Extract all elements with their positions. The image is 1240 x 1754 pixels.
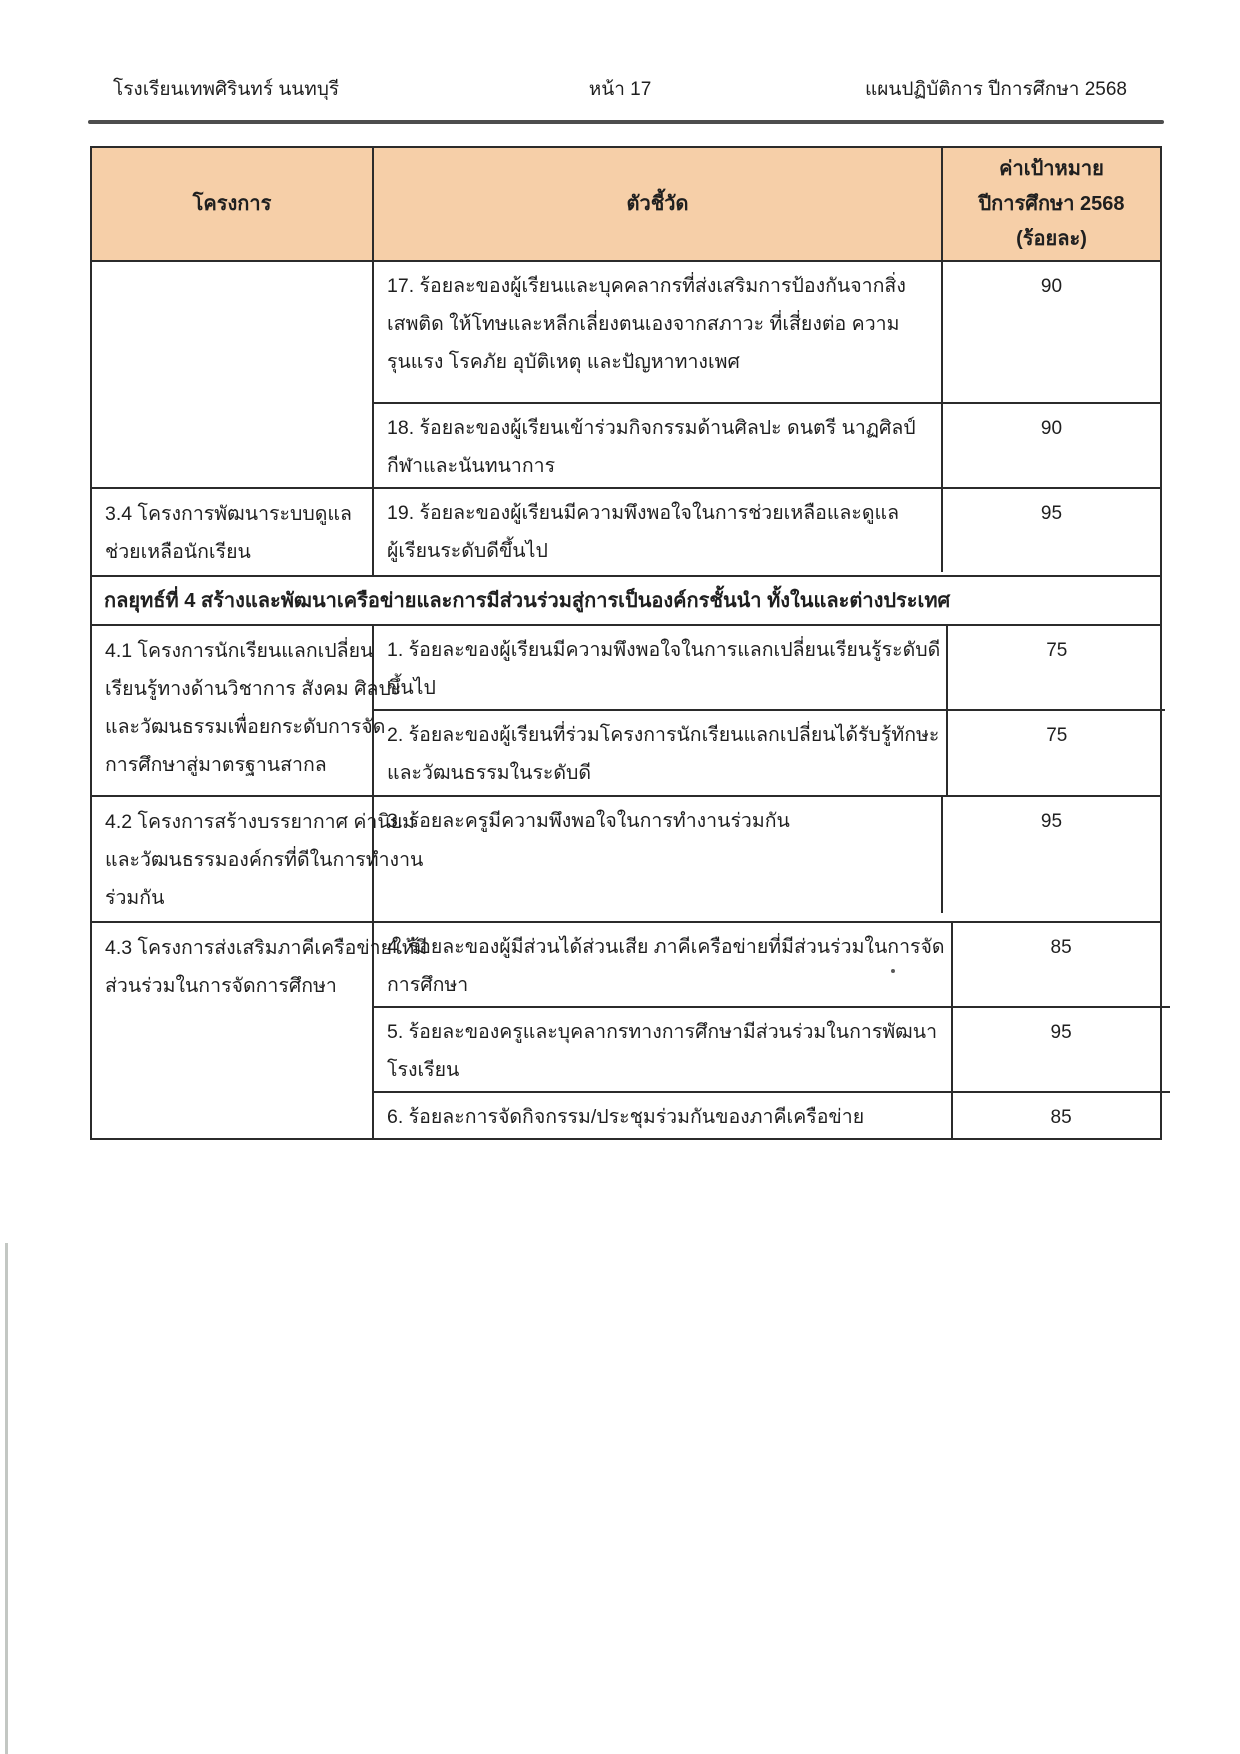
indicator-row — [374, 626, 1165, 711]
targets-table — [90, 146, 1162, 1140]
table-row-group — [92, 262, 1160, 489]
indicator-column — [374, 923, 1170, 1138]
header-divider-rule — [88, 120, 1164, 124]
table-row-group — [92, 489, 1160, 577]
column-header-target — [941, 148, 1160, 260]
indicator-row — [374, 797, 1160, 913]
project-cell — [92, 626, 402, 795]
indicator-text-line: เสพติด ให้โทษและหลีกเลี่ยงตนเองจากสภาวะ ที่เสี่ยงต่อ ความ — [387, 313, 900, 335]
indicator-cell — [374, 262, 941, 402]
table-row-group — [92, 923, 1160, 1138]
target-value: 85 — [951, 923, 1170, 1006]
project-text-line: การศึกษาสู่มาตรฐานสากล — [105, 754, 327, 776]
indicator-text-line: ขึ้นไป — [387, 677, 436, 699]
indicator-cell — [374, 711, 946, 795]
indicator-cell — [374, 797, 941, 913]
indicator-cell — [374, 1008, 951, 1091]
project-text-line: และวัฒนธรรมเพื่อยกระดับการจัด — [105, 716, 386, 738]
indicator-row — [374, 489, 1160, 572]
project-text-line: และวัฒนธรรมองค์กรที่ดีในการทำงาน — [105, 849, 424, 871]
target-value: 90 — [941, 262, 1160, 402]
indicator-row — [374, 404, 1160, 487]
column-header-project: โครงการ — [92, 148, 374, 260]
indicator-text-line: โรงเรียน — [387, 1059, 460, 1081]
indicator-text-line: ผู้เรียนระดับดีขึ้นไป — [387, 540, 548, 562]
indicator-text-line: 3. ร้อยละครูมีความพึงพอใจในการทำงานร่วมกัน — [387, 810, 790, 832]
indicator-text-line: 18. ร้อยละของผู้เรียนเข้าร่วมกิจกรรมด้านศิลปะ ดนตรี นาฏศิลป์ — [387, 417, 916, 439]
indicator-column — [374, 797, 1160, 921]
project-text-line: 4.3 โครงการส่งเสริมภาคีเครือข่ายให้มี — [105, 937, 428, 959]
strategy-row: กลยุทธ์ที่ 4 สร้างและพัฒนาเครือข่ายและการมีส่วนร่วมสู่การเป็นองค์กรชั้นนำ ทั้งในและต่างประเทศ — [92, 577, 1160, 626]
project-text-line: ส่วนร่วมในการจัดการศึกษา — [105, 975, 337, 997]
indicator-column — [374, 489, 1160, 575]
target-value: 75 — [946, 626, 1165, 709]
column-header-target-line: ค่าเป้าหมาย — [999, 157, 1104, 180]
page-number: หน้า 17 — [588, 79, 652, 100]
scan-edge-artifact — [5, 1243, 8, 1754]
indicator-cell — [374, 923, 951, 1006]
indicator-cell — [374, 1093, 951, 1138]
project-text-line: 4.2 โครงการสร้างบรรยากาศ ค่านิยม — [105, 811, 415, 833]
document-title: แผนปฏิบัติการ ปีการศึกษา 2568 — [865, 79, 1127, 100]
table-body — [92, 262, 1160, 1138]
project-text-line: 4.1 โครงการนักเรียนแลกเปลี่ยน — [105, 640, 374, 662]
target-value: 95 — [941, 797, 1160, 913]
indicator-cell — [374, 404, 941, 487]
table-row-group — [92, 626, 1160, 797]
indicator-cell — [374, 489, 941, 572]
target-value: 75 — [946, 711, 1165, 795]
target-value: 95 — [951, 1008, 1170, 1091]
column-header-target-line: ปีการศึกษา 2568 — [978, 192, 1125, 215]
indicator-text-line: 17. ร้อยละของผู้เรียนและบุคคลากรที่ส่งเสริมการป้องกันจากสิ่ง — [387, 275, 906, 297]
column-header-indicator: ตัวชี้วัด — [626, 193, 689, 215]
indicator-row — [374, 262, 1160, 404]
indicator-row — [374, 1008, 1170, 1093]
column-header-target-line: (ร้อยละ) — [1016, 227, 1087, 250]
project-text-line: ช่วยเหลือนักเรียน — [105, 541, 251, 563]
indicator-text-line: 6. ร้อยละการจัดกิจกรรม/ประชุมร่วมกันของภาคีเครือข่าย — [387, 1106, 865, 1128]
indicator-text-line: รุนแรง โรคภัย อุบัติเหตุ และปัญหาทางเพศ — [387, 351, 740, 373]
indicator-text-line: 1. ร้อยละของผู้เรียนมีความพึงพอใจในการแลกเปลี่ยนเรียนรู้ระดับดี — [387, 639, 941, 661]
project-cell — [92, 489, 374, 575]
project-text-line: ร่วมกัน — [105, 887, 165, 909]
project-cell — [92, 797, 424, 921]
indicator-text-line: 5. ร้อยละของครูและบุคลากรทางการศึกษามีส่วนร่วมในการพัฒนา — [387, 1021, 938, 1043]
target-value: 95 — [941, 489, 1160, 572]
indicator-cell — [374, 626, 946, 709]
school-name: โรงเรียนเทพศิรินทร์ นนทบุรี — [113, 79, 340, 100]
project-text-line: 3.4 โครงการพัฒนาระบบดูแล — [105, 503, 352, 525]
indicator-row — [374, 1093, 1170, 1138]
project-cell — [92, 262, 374, 487]
indicator-column — [374, 262, 1160, 487]
indicator-row — [374, 711, 1165, 795]
target-value: 85 — [951, 1093, 1170, 1138]
scan-speck — [891, 969, 895, 973]
indicator-text-line: และวัฒนธรรมในระดับดี — [387, 762, 592, 784]
indicator-text-line: 4. ร้อยละของผู้มีส่วนได้ส่วนเสีย ภาคีเครือข่ายที่มีส่วนร่วมในการจัด — [387, 936, 945, 958]
project-text-line: เรียนรู้ทางด้านวิชาการ สังคม ศิลปะ — [105, 678, 402, 700]
indicator-text-line: 2. ร้อยละของผู้เรียนที่ร่วมโครงการนักเรียนแลกเปลี่ยนได้รับรู้ทักษะ — [387, 724, 940, 746]
indicator-text-line: การศึกษา — [387, 974, 469, 996]
table-row-group — [92, 797, 1160, 923]
indicator-column — [374, 626, 1165, 795]
indicator-row — [374, 923, 1170, 1008]
target-value: 90 — [941, 404, 1160, 487]
table-header-row — [92, 148, 1160, 262]
indicator-text-line: 19. ร้อยละของผู้เรียนมีความพึงพอใจในการช่วยเหลือและดูแล — [387, 502, 900, 524]
indicator-text-line: กีฬาและนันทนาการ — [387, 455, 556, 477]
